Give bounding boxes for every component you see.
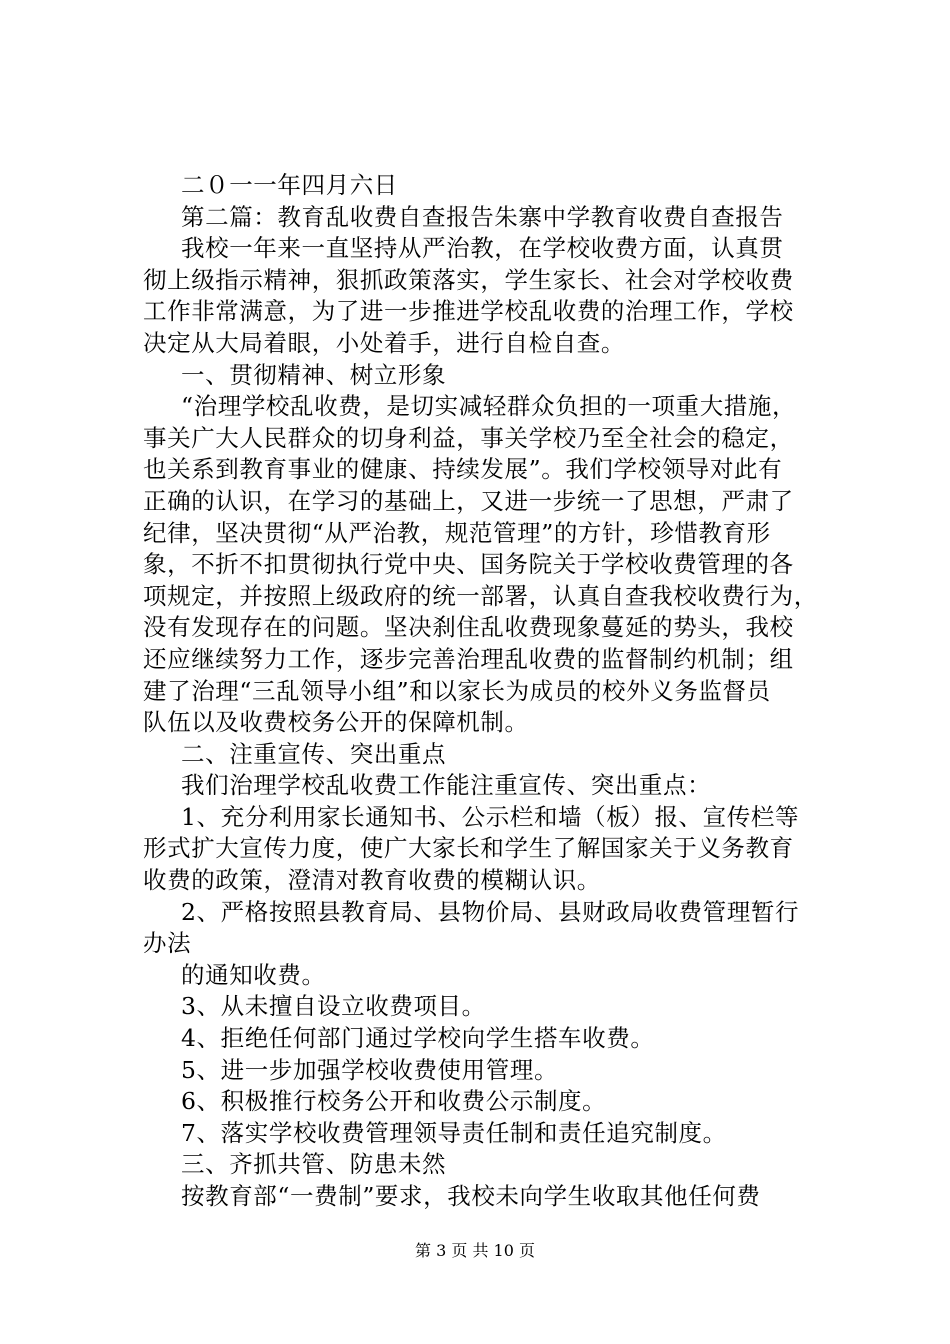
paragraph-line: 正确的认识，在学习的基础上，又进一步统一了思想，严肃了 bbox=[143, 486, 794, 515]
paragraph-line: 办法 bbox=[143, 929, 192, 958]
list-item: 1、充分利用家长通知书、公示栏和墙（板）报、宣传栏等 bbox=[181, 802, 800, 831]
paragraph-line: 收费的政策，澄清对教育收费的模糊认识。 bbox=[143, 866, 601, 895]
document-body bbox=[143, 170, 843, 1213]
paragraph-line: 队伍以及收费校务公开的保障机制。 bbox=[143, 708, 529, 737]
list-item: 2、严格按照县教育局、县物价局、县财政局收费管理暂行 bbox=[181, 897, 800, 926]
paragraph-line: 形式扩大宣传力度，使广大家长和学生了解国家关于义务教育 bbox=[143, 834, 794, 863]
paragraph-line: 我们治理学校乱收费工作能注重宣传、突出重点： bbox=[181, 771, 712, 800]
paragraph-line: 项规定，并按照上级政府的统一部署，认真自查我校收费行为， bbox=[143, 581, 818, 610]
paragraph-line: 决定从大局着眼，小处着手，进行自检自查。 bbox=[143, 328, 625, 357]
paragraph-line: 建了治理“三乱领导小组”和以家长为成员的校外义务监督员 bbox=[143, 676, 771, 705]
list-item: 7、落实学校收费管理领导责任制和责任追究制度。 bbox=[181, 1118, 727, 1147]
paragraph-line: 纪律，坚决贯彻“从严治教，规范管理”的方针，珍惜教育形 bbox=[143, 518, 771, 547]
paragraph-line: 也关系到教育事业的健康、持续发展”。我们学校领导对此有 bbox=[143, 455, 783, 484]
paragraph-line: “治理学校乱收费，是切实减轻群众负担的一项重大措施， bbox=[181, 392, 797, 421]
paragraph-line: 按教育部“一费制”要求，我校未向学生收取其他任何费 bbox=[181, 1182, 761, 1210]
heading-line: 二、注重宣传、突出重点 bbox=[181, 739, 447, 768]
list-item: 5、进一步加强学校收费使用管理。 bbox=[181, 1055, 559, 1084]
list-item: 6、积极推行校务公开和收费公示制度。 bbox=[181, 1087, 607, 1116]
paragraph-line: 事关广大人民群众的切身利益，事关学校乃至全社会的稳定， bbox=[143, 423, 794, 452]
paragraph-line: 工作非常满意，为了进一步推进学校乱收费的治理工作，学校 bbox=[143, 297, 794, 326]
page-footer: 第 3 页 共 10 页 bbox=[415, 1241, 535, 1260]
date-line: 二０一一年四月六日 bbox=[181, 171, 398, 199]
list-item: 3、从未擅自设立收费项目。 bbox=[181, 992, 486, 1021]
section-title: 第二篇：教育乱收费自查报告朱寨中学教育收费自查报告 bbox=[181, 202, 784, 231]
heading-line: 一、贯彻精神、树立形象 bbox=[181, 360, 447, 389]
paragraph-line: 没有发现存在的问题。坚决刹住乱收费现象蔓延的势头，我校 bbox=[143, 613, 794, 642]
paragraph-line: 的通知收费。 bbox=[181, 960, 326, 989]
paragraph-line: 象，不折不扣贯彻执行党中央、国务院关于学校收费管理的各 bbox=[143, 550, 794, 579]
list-item: 4、拒绝任何部门通过学校向学生搭车收费。 bbox=[181, 1024, 655, 1053]
paragraph-line: 我校一年来一直坚持从严治教，在学校收费方面，认真贯 bbox=[181, 234, 784, 263]
paragraph-line: 还应继续努力工作，逐步完善治理乱收费的监督制约机制；组 bbox=[143, 644, 794, 673]
paragraph-line: 彻上级指示精神，狠抓政策落实，学生家长、社会对学校收费 bbox=[143, 265, 794, 294]
heading-line: 三、齐抓共管、防患未然 bbox=[181, 1150, 447, 1179]
